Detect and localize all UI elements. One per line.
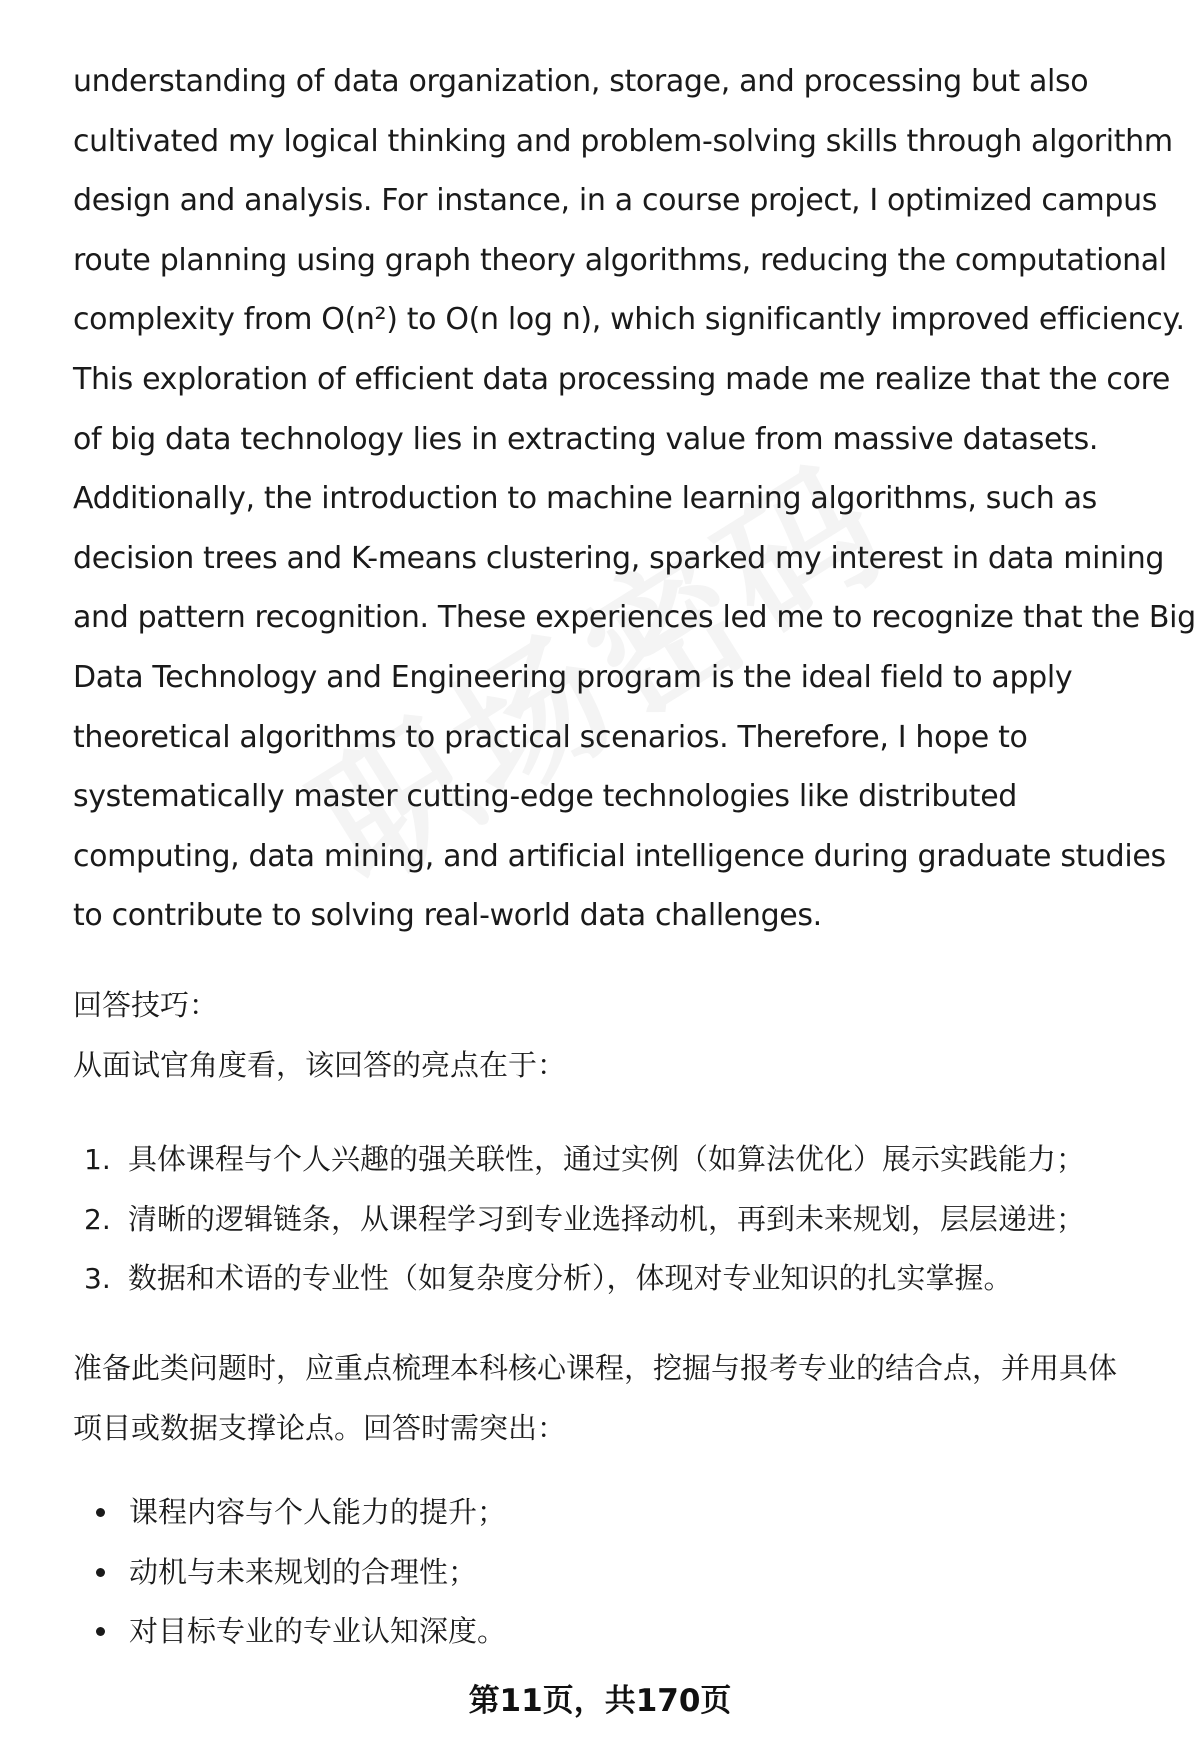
- essay-line: of big data technology lies in extracting value from massive datasets.: [73, 421, 1099, 457]
- prep-line: 项目或数据支撑论点。回答时需突出：: [73, 1410, 567, 1445]
- essay-paragraph: [73, 52, 1196, 946]
- essay-line: computing, data mining, and artificial intelligence during graduate studies: [73, 838, 1166, 874]
- list-item-text: 数据和术语的专业性（如复杂度分析），体现对专业知识的扎实掌握。: [128, 1261, 1013, 1296]
- essay-line: complexity from O(n²) to O(n log n), which significantly improved efficiency.: [73, 302, 1185, 338]
- essay-line: route planning using graph theory algorithms, reducing the computational: [73, 242, 1167, 278]
- bullet-icon: [96, 1508, 105, 1517]
- list-item: [96, 1483, 1156, 1543]
- list-item: [96, 1602, 1156, 1662]
- essay-line: and pattern recognition. These experiences led me to recognize that the Big: [73, 600, 1196, 636]
- essay-line: theoretical algorithms to practical scenarios. Therefore, I hope to: [73, 719, 1028, 755]
- bullet-icon: [96, 1568, 105, 1577]
- prep-line: 准备此类问题时，应重点梳理本科核心课程，挖掘与报考专业的结合点，并用具体: [73, 1351, 1118, 1385]
- list-item-text: 动机与未来规划的合理性；: [129, 1554, 478, 1589]
- list-item: [84, 1190, 1174, 1250]
- prep-paragraph: [73, 1339, 1163, 1458]
- tips-intro: 从面试官角度看，该回答的亮点在于：: [73, 1048, 567, 1082]
- essay-line: decision trees and K-means clustering, sparked my interest in data mining: [73, 540, 1165, 576]
- bullet-icon: [96, 1627, 105, 1636]
- essay-line: systematically master cutting-edge technologies like distributed: [73, 779, 1018, 815]
- numbered-list: [84, 1130, 1174, 1309]
- list-marker: 3.: [84, 1262, 111, 1296]
- bullet-list: [96, 1483, 1156, 1662]
- list-item-text: 具体课程与个人兴趣的强关联性，通过实例（如算法优化）展示实践能力；: [128, 1142, 1086, 1176]
- essay-line: design and analysis. For instance, in a course project, I optimized campus: [73, 183, 1158, 219]
- essay-line: Data Technology and Engineering program is the ideal field to apply: [73, 659, 1073, 695]
- tips-heading: 回答技巧：: [73, 988, 219, 1022]
- list-marker: 2.: [84, 1202, 111, 1236]
- list-marker: 1.: [84, 1143, 111, 1176]
- list-item-text: 清晰的逻辑链条，从课程学习到专业选择动机，再到未来规划，层层递进；: [128, 1201, 1086, 1236]
- list-item-text: 对目标专业的专业认知深度。: [129, 1614, 507, 1649]
- list-item: [84, 1249, 1174, 1309]
- essay-line: Additionally, the introduction to machine learning algorithms, such as: [73, 481, 1097, 517]
- essay-line: cultivated my logical thinking and problem-solving skills through algorithm: [73, 123, 1173, 159]
- essay-line: This exploration of efficient data processing made me realize that the core: [73, 361, 1171, 397]
- list-item: [84, 1130, 1174, 1190]
- essay-line: to contribute to solving real-world data challenges.: [73, 898, 822, 934]
- essay-line: understanding of data organization, storage, and processing but also: [73, 64, 1089, 99]
- list-item: [96, 1543, 1156, 1603]
- page-number: 第11页，共170页: [468, 1683, 732, 1719]
- list-item-text: 课程内容与个人能力的提升；: [129, 1495, 507, 1529]
